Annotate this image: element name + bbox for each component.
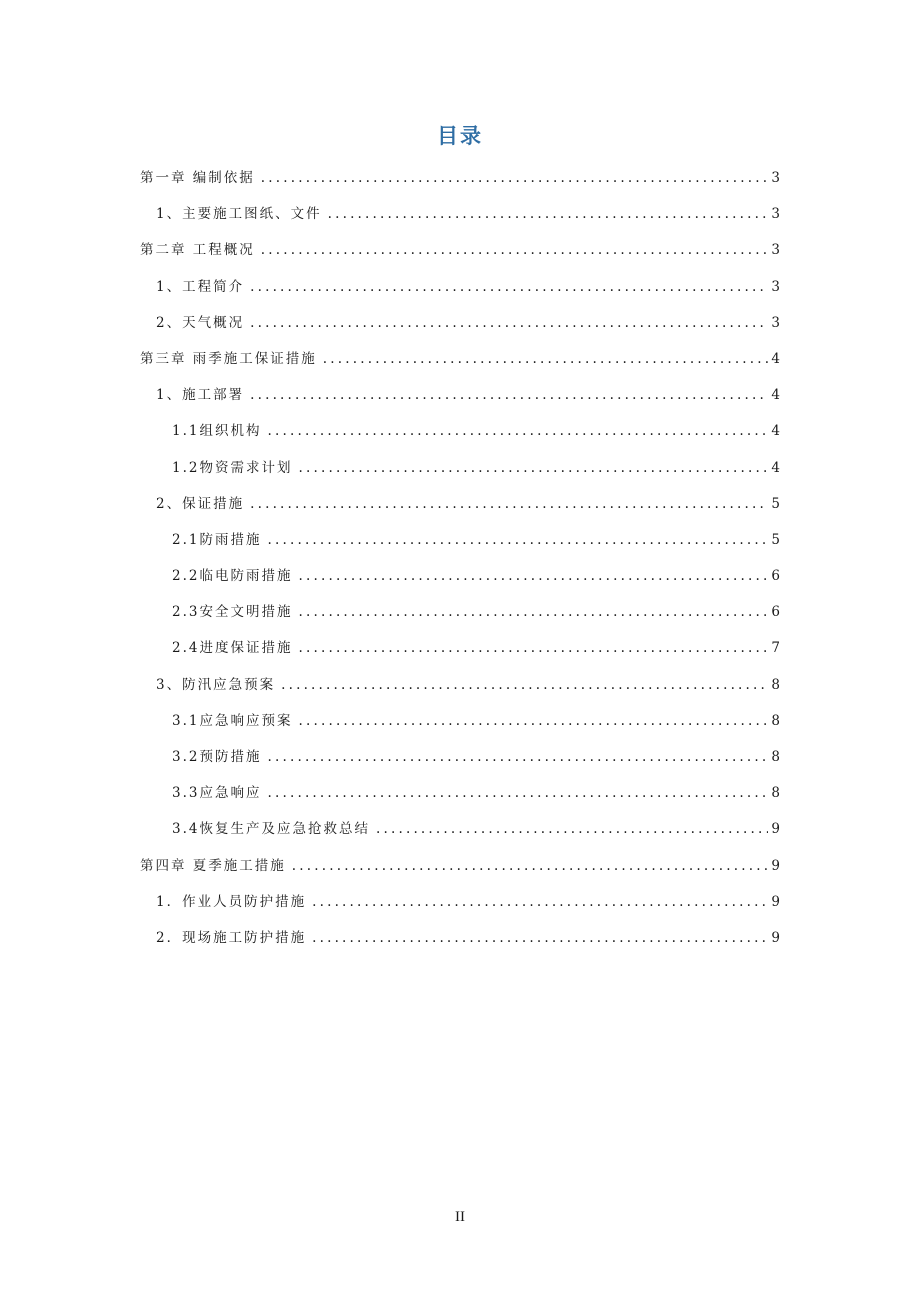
- toc-entry-subsection[interactable]: [140, 819, 780, 855]
- toc-entry-page: 8: [771, 785, 780, 802]
- toc-leader-dots: [328, 204, 769, 224]
- toc-leader-dots: [250, 277, 768, 297]
- toc-entry-page: 9: [771, 821, 780, 838]
- toc-entry-label: 1．作业人员防护措施: [156, 893, 307, 910]
- toc-leader-dots: [281, 675, 768, 695]
- toc-entry-page: 3: [771, 242, 780, 259]
- toc-entry-label: 2.4进度保证措施: [172, 640, 293, 657]
- toc-leader-dots: [292, 856, 769, 876]
- toc-entry-section[interactable]: [140, 675, 780, 711]
- toc-leader-dots: [298, 638, 768, 658]
- toc-entry-page: 9: [771, 929, 780, 946]
- toc-leader-dots: [267, 747, 768, 767]
- toc-entry-page: 3: [771, 314, 780, 331]
- toc-leader-dots: [261, 168, 769, 188]
- toc-entry-label: 第四章 夏季施工措施: [140, 857, 286, 874]
- toc-entry-section[interactable]: [140, 204, 780, 240]
- toc-leader-dots: [323, 349, 769, 369]
- toc-entry-label: 3.1应急响应预案: [172, 712, 293, 729]
- toc-leader-dots: [298, 711, 768, 731]
- toc-entry-page: 8: [771, 676, 780, 693]
- toc-leader-dots: [376, 819, 768, 839]
- toc-entry-label: 2、保证措施: [156, 495, 245, 512]
- toc-entry-label: 第二章 工程概况: [140, 242, 255, 259]
- toc-entry-label: 3.2预防措施: [172, 749, 262, 765]
- toc-entry-page: 3: [771, 170, 780, 186]
- toc-entry-page: 6: [771, 568, 780, 585]
- toc-entry-chapter-1[interactable]: [140, 168, 780, 204]
- toc-entry-label: 3、防汛应急预案: [156, 676, 276, 693]
- toc-entry-chapter-2[interactable]: [140, 240, 780, 276]
- toc-entry-subsection[interactable]: [140, 530, 780, 566]
- toc-entry-subsection[interactable]: [140, 747, 780, 783]
- toc-title: 目录: [437, 124, 483, 148]
- toc-entry-subsection[interactable]: [140, 602, 780, 638]
- toc-entry-label: 1、主要施工图纸、文件: [156, 206, 322, 223]
- toc-leader-dots: [250, 313, 768, 333]
- toc-entry-section[interactable]: [140, 385, 780, 421]
- toc-entry-page: 9: [771, 857, 780, 874]
- toc-entry-section[interactable]: [140, 277, 780, 313]
- toc-entry-label: 2．现场施工防护措施: [156, 929, 307, 946]
- toc-entry-section[interactable]: [140, 892, 780, 928]
- toc-leader-dots: [298, 458, 768, 478]
- toc-entry-page: 4: [771, 423, 780, 440]
- toc-entry-subsection[interactable]: [140, 458, 780, 494]
- toc-entry-section[interactable]: [140, 494, 780, 530]
- toc-entry-page: 4: [771, 459, 780, 476]
- toc-entry-label: 2.3安全文明措施: [172, 604, 293, 621]
- toc-entry-section[interactable]: [140, 928, 780, 964]
- toc-entry-subsection[interactable]: [140, 638, 780, 674]
- toc-entry-chapter-4[interactable]: [140, 856, 780, 892]
- toc-entry-subsection[interactable]: [140, 566, 780, 602]
- toc-leader-dots: [267, 421, 768, 441]
- toc-leader-dots: [298, 602, 768, 622]
- toc-entry-page: 7: [771, 640, 780, 657]
- toc-entry-label: 2.1防雨措施: [172, 531, 262, 548]
- toc-entry-chapter-3[interactable]: [140, 349, 780, 385]
- toc-leader-dots: [312, 892, 768, 912]
- toc-leader-dots: [298, 566, 768, 586]
- toc-entry-label: 3.3应急响应: [172, 785, 262, 802]
- toc-leader-dots: [250, 494, 768, 514]
- toc-leader-dots: [267, 783, 768, 803]
- toc-entry-page: 4: [771, 387, 780, 404]
- toc-entry-section[interactable]: [140, 313, 780, 349]
- toc-entry-page: 8: [771, 749, 780, 765]
- toc-leader-dots: [250, 385, 768, 405]
- toc-entry-label: 1、施工部署: [156, 387, 245, 404]
- toc-entry-label: 1.1组织机构: [172, 423, 262, 440]
- toc-leader-dots: [267, 530, 768, 550]
- toc-entry-subsection[interactable]: [140, 421, 780, 457]
- toc-entry-label: 第一章 编制依据: [140, 170, 255, 186]
- toc-entry-page: 5: [771, 495, 780, 512]
- toc-entry-label: 2.2临电防雨措施: [172, 568, 293, 585]
- toc-entry-page: 4: [771, 350, 780, 367]
- toc-entry-page: 8: [771, 712, 780, 729]
- toc-leader-dots: [312, 928, 768, 948]
- page-number: II: [455, 1209, 465, 1225]
- toc-entry-label: 3.4恢复生产及应急抢救总结: [172, 821, 370, 838]
- toc-entry-label: 1.2物资需求计划: [172, 459, 293, 476]
- toc-entry-label: 第三章 雨季施工保证措施: [140, 350, 317, 367]
- toc-entry-page: 5: [771, 531, 780, 548]
- toc-entry-label: 2、天气概况: [156, 314, 245, 331]
- toc-entry-subsection[interactable]: [140, 783, 780, 819]
- toc-entry-page: 6: [771, 604, 780, 621]
- toc-list: [140, 168, 780, 964]
- toc-entry-page: 3: [771, 206, 780, 223]
- toc-entry-subsection[interactable]: [140, 711, 780, 747]
- toc-leader-dots: [261, 240, 769, 260]
- toc-entry-label: 1、工程简介: [156, 278, 245, 295]
- toc-entry-page: 9: [771, 893, 780, 910]
- toc-entry-page: 3: [771, 278, 780, 295]
